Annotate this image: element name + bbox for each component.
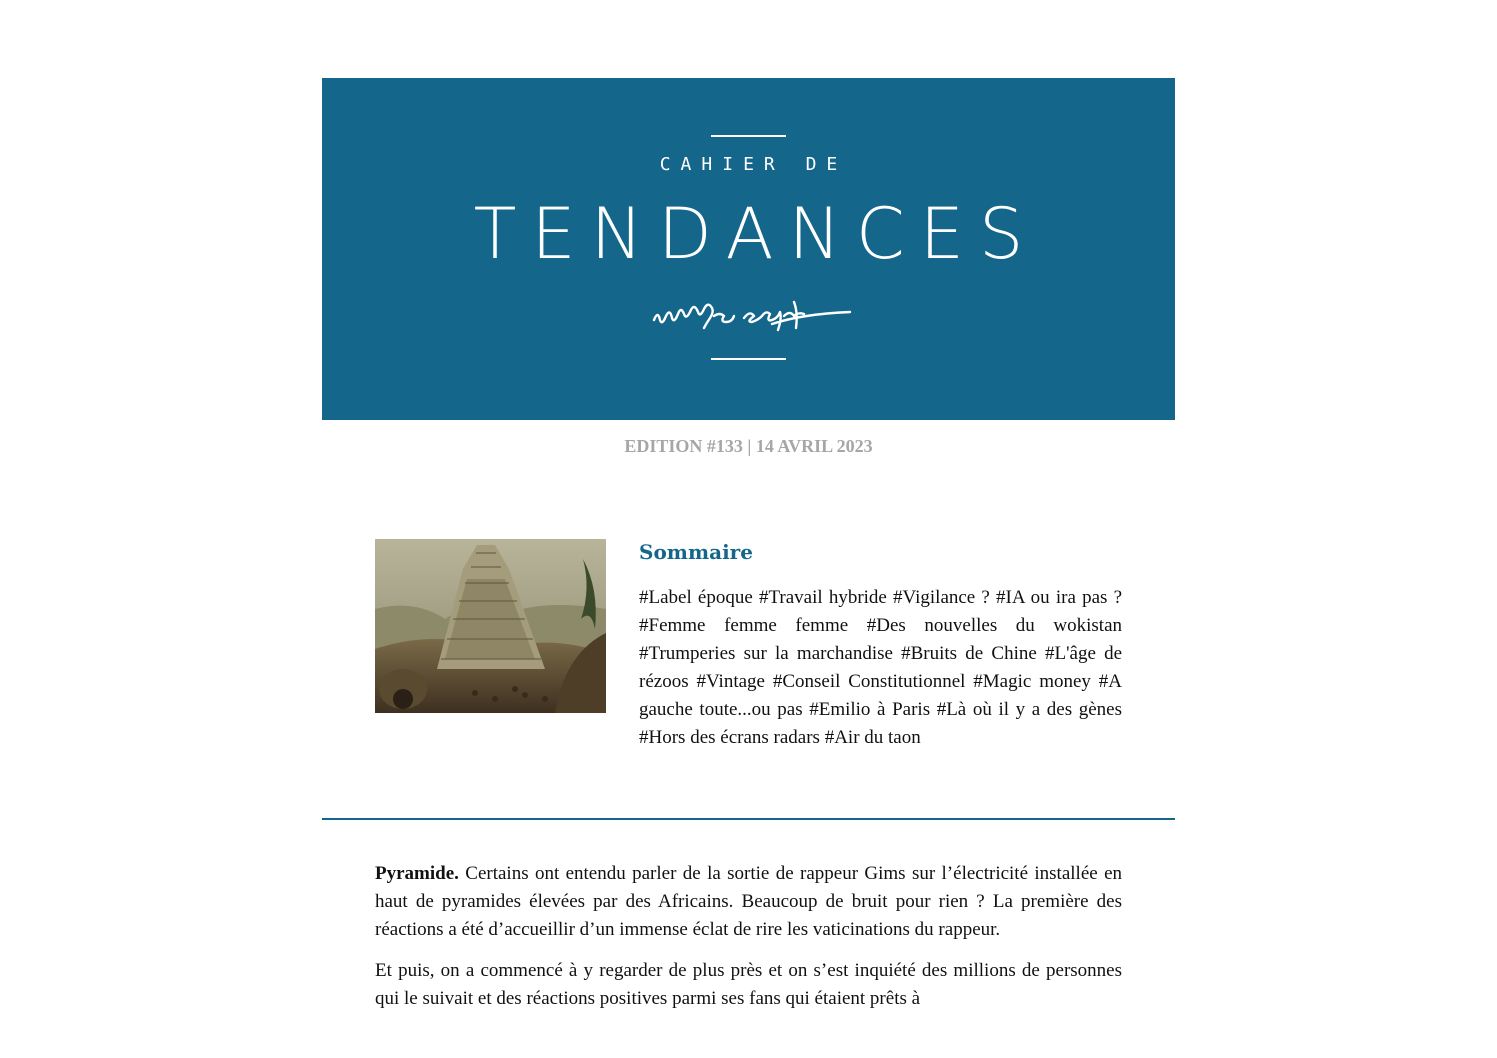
summary-title: Sommaire (639, 540, 753, 564)
summary-hashtags: #Label époque #Travail hybride #Vigilance ? #IA ou ira pas ? #Femme femme femme #Des nouvelles du wokistan #Trumperies sur la marchandise #Bruits de Chine #L'âge de rézoos #Vintage #Conseil Constitutionnel #Magic money #A gauche toute...ou pas #Emilio à Paris #Là où il y a des gènes #Hors des écrans radars #Air du taon (639, 587, 1122, 748)
article-body (375, 860, 1122, 1026)
article-lead: Pyramide. (375, 863, 459, 884)
summary-image (375, 539, 606, 713)
section-divider (322, 818, 1175, 820)
signature-logo (644, 290, 854, 340)
tower-of-babel-painting (375, 539, 606, 713)
header-title: TENDANCES (473, 193, 1039, 275)
article-paragraph-1-text: Certains ont entendu parler de la sortie de rappeur Gims sur l’électricité installée en haut de pyramides élevées par des Africains. Beaucoup de bruit pour rien ? La première des réactions a été d’accueillir d’un immense éclat de rire les vaticinations du rappeur. (375, 863, 1122, 940)
header-rule-bottom (711, 358, 786, 360)
header-kicker: CAHIER DE (659, 154, 848, 175)
edition-line: EDITION #133 | 14 AVRIL 2023 (624, 436, 873, 456)
header-banner (322, 78, 1175, 420)
header-rule-top (711, 135, 786, 137)
article-paragraph-1 (375, 860, 1122, 944)
article-paragraph-2: Et puis, on a commencé à y regarder de plus près et on s’est inquiété des millions de personnes qui le suivait et des réactions positives parmi ses fans qui étaient prêts à (375, 960, 1122, 1009)
